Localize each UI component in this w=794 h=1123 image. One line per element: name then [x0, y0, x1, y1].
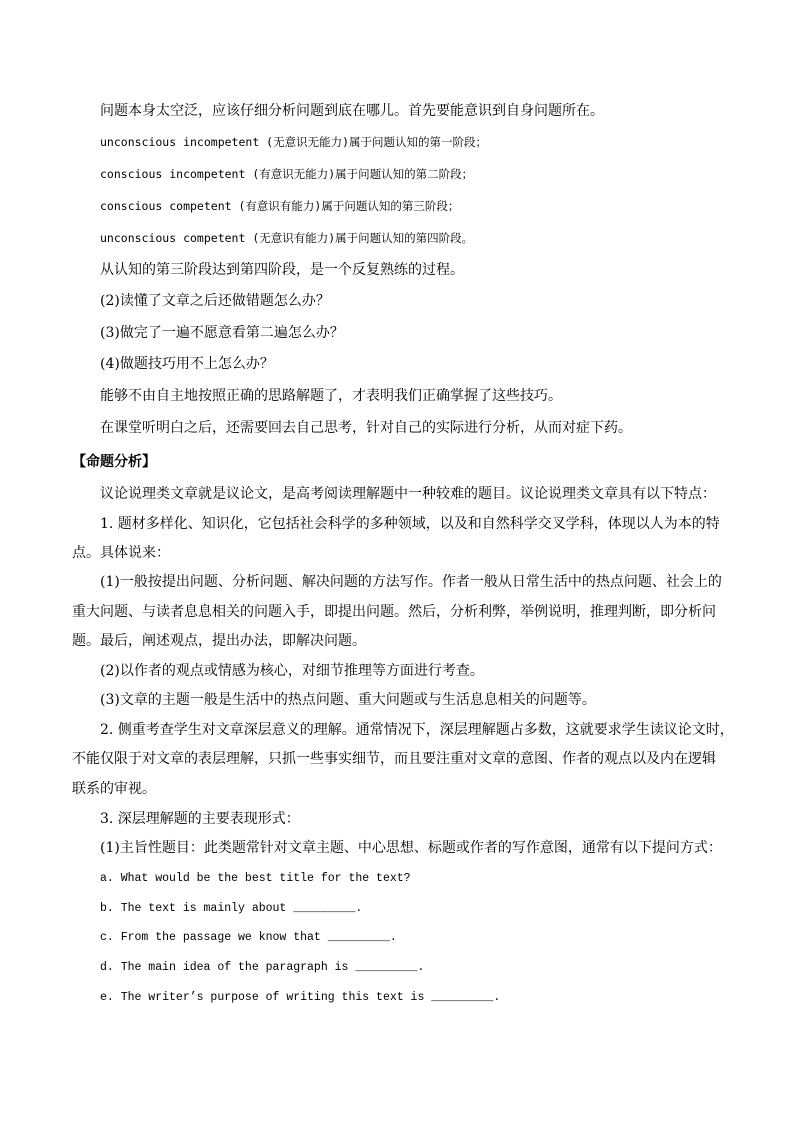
- text-line: (1)主旨性题目：此类题常针对文章主题、中心思想、标题或作者的写作意图，通常有以下提问方式：: [100, 840, 722, 856]
- text-line: 2. 侧重考查学生对文章深层意义的理解。通常情况下，深层理解题占多数，这就要求学生读议论文时，: [100, 722, 734, 738]
- text-line: d. The main idea of the paragraph is _________.: [100, 961, 425, 974]
- text-line: (4)做题技巧用不上怎么办？: [100, 356, 274, 372]
- text-line: (2)以作者的观点或情感为核心，对细节推理等方面进行考查。: [100, 663, 484, 679]
- text-line: conscious competent (有意识有能力)属于问题认知的第三阶段；: [100, 199, 460, 213]
- text-line: (2)读懂了文章之后还做错题怎么办？: [100, 293, 330, 309]
- text-line: b. The text is mainly about _________.: [100, 902, 363, 915]
- text-line: 3. 深层理解题的主要表现形式：: [100, 811, 300, 827]
- text-line: c. From the passage we know that _________.: [100, 931, 397, 944]
- text-line: a. What would be the best title for the text?: [100, 872, 411, 885]
- text-line: conscious incompetent (有意识无能力)属于问题认知的第二阶段；: [100, 167, 474, 181]
- text-line: 重大问题、与读者息息相关的问题入手，即提出问题。然后，分析利弊，举例说明，推理判断，即分析问: [72, 604, 716, 620]
- text-line: 在课堂听明白之后，还需要回去自己思考，针对自己的实际进行分析，从而对症下药。: [100, 420, 632, 436]
- text-line: 能够不由自主地按照正确的思路解题了，才表明我们正确掌握了这些技巧。: [100, 388, 562, 404]
- text-line: unconscious incompetent (无意识无能力)属于问题认知的第一阶段；: [100, 135, 488, 149]
- text-line: 题。最后，阐述观点，提出办法，即解决问题。: [72, 633, 366, 649]
- text-line: 1. 题材多样化、知识化，它包括社会科学的多种领域，以及和自然科学交叉学科，体现以人为本的特: [100, 516, 720, 532]
- text-line: (3)做完了一遍不愿意看第二遍怎么办？: [100, 325, 344, 341]
- text-line: (3)文章的主题一般是生活中的热点问题、重大问题或与生活息息相关的问题等。: [100, 692, 596, 708]
- text-line: (1)一般按提出问题、分析问题、解决问题的方法写作。作者一般从日常生活中的热点问题、社会上的: [100, 574, 722, 590]
- text-line: e. The writer’s purpose of writing this text is _________.: [100, 991, 501, 1004]
- text-line: 议论说理类文章就是议论文，是高考阅读理解题中一种较难的题目。议论说理类文章具有以下特点：: [100, 486, 716, 502]
- text-line: unconscious competent (无意识有能力)属于问题认知的第四阶段。: [100, 231, 474, 245]
- section-heading: 【命题分析】: [72, 454, 156, 470]
- text-line: 问题本身太空泛，应该仔细分析问题到底在哪儿。首先要能意识到自身问题所在。: [100, 103, 604, 119]
- text-line: 从认知的第三阶段达到第四阶段，是一个反复熟练的过程。: [100, 262, 464, 278]
- text-line: 不能仅限于对文章的表层理解，只抓一些事实细节，而且要注重对文章的意图、作者的观点以及内在逻辑: [72, 751, 716, 767]
- text-line: 联系的审视。: [72, 781, 156, 797]
- text-line: 点。具体说来：: [72, 545, 170, 561]
